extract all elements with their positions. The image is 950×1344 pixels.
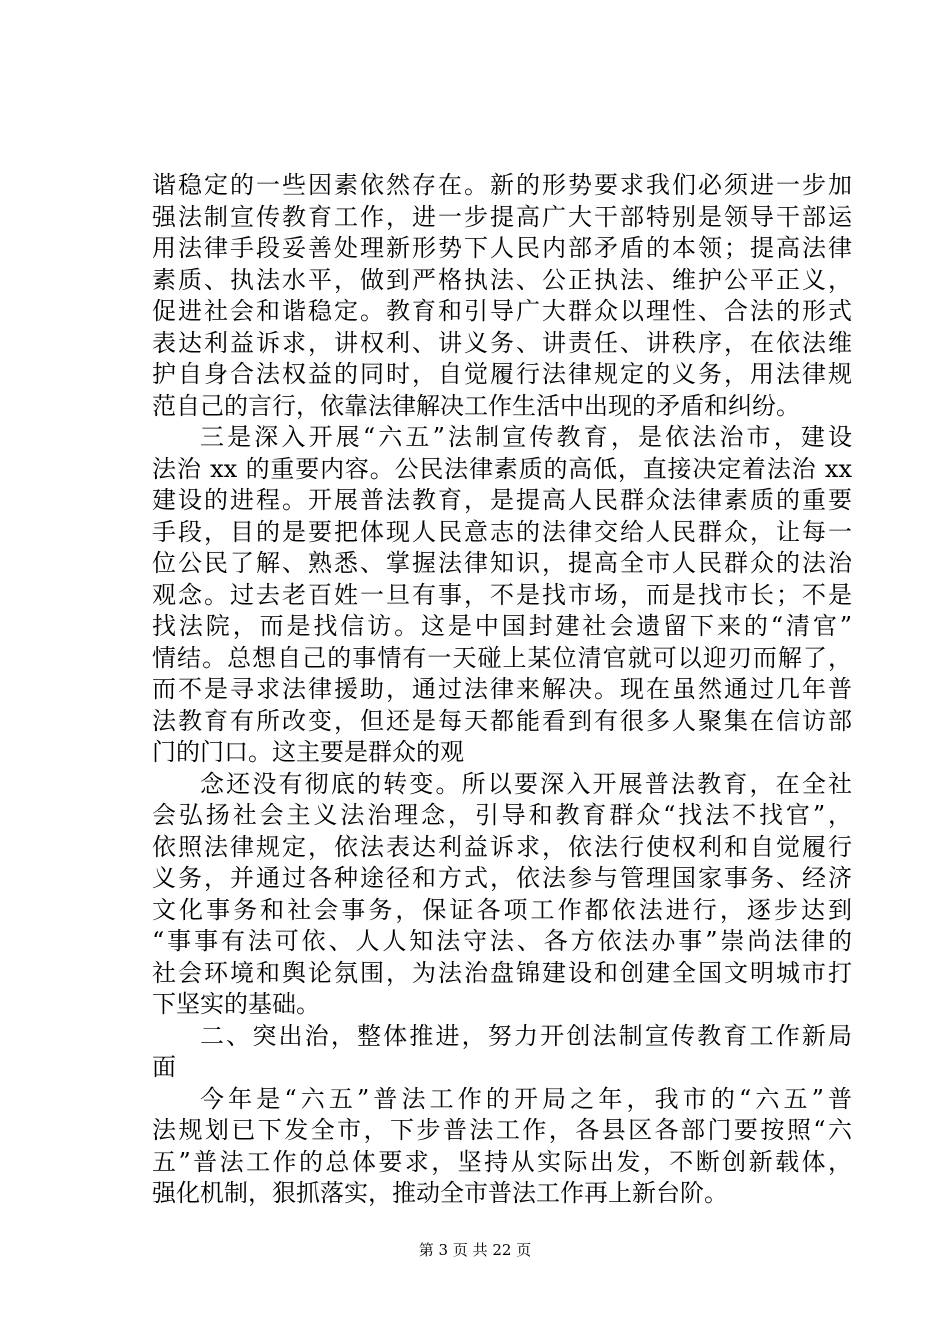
- text-line: 社会环境和舆论氛围，为法治盘锦建设和创建全国文明城市打: [152, 958, 852, 987]
- text-line: 今年是“六五”普法工作的开局之年，我市的“六五”普: [200, 1084, 852, 1113]
- text-line: 素质、执法水平，做到严格执法、公正执法、维护公平正义，: [152, 265, 852, 294]
- text-line: 下坚实的基础。: [152, 990, 320, 1018]
- text-line: 情结。总想自己的事情有一天碰上某位清官就可以迎刃而解了，: [152, 643, 852, 672]
- text-line: 强化机制，狠抓落实，推动全市普法工作再上新台阶。: [152, 1179, 728, 1207]
- text-line: “事事有法可依、人人知法守法、各方依法办事”崇尚法律的: [152, 927, 852, 955]
- text-line: 门的门口。这主要是群众的观: [152, 738, 464, 766]
- text-line: 法规划已下发全市，下步普法工作，各县区各部门要按照“六: [152, 1116, 852, 1144]
- text-line: 促进社会和谐稳定。教育和引导广大群众以理性、合法的形式: [152, 297, 852, 325]
- text-line: 而不是寻求法律援助，通过法律来解决。现在虽然通过几年普: [152, 675, 852, 703]
- text-line: 依照法律规定，依法表达利益诉求，依法行使权利和自觉履行: [152, 832, 852, 861]
- text-line: 五”普法工作的总体要求，坚持从实际出发，不断创新载体，: [152, 1147, 852, 1176]
- section-heading: 面: [152, 1053, 176, 1081]
- text-line: 观念。过去老百姓一旦有事，不是找市场，而是找市长；不是: [152, 580, 852, 609]
- document-body: [152, 170, 852, 1210]
- text-line: 强法制宣传教育工作，进一步提高广大干部特别是领导干部运: [152, 202, 852, 231]
- text-line: 护自身合法权益的同时，自觉履行法律规定的义务，用法律规: [152, 360, 852, 388]
- text-line: 找法院，而是找信访。这是中国封建社会遗留下来的“清官”: [152, 612, 852, 640]
- text-line: 会弘扬社会主义法治理念，引导和教育群众“找法不找官”，: [152, 801, 852, 829]
- text-line: 法教育有所改变，但还是每天都能看到有很多人聚集在信访部: [152, 706, 852, 735]
- text-line: 手段，目的是要把体现人民意志的法律交给人民群众，让每一: [152, 517, 852, 546]
- text-line: 位公民了解、熟悉、掌握法律知识，提高全市人民群众的法治: [152, 549, 852, 577]
- text-line: 文化事务和社会事务，保证各项工作都依法进行，逐步达到: [152, 895, 852, 924]
- text-line: 建设的进程。开展普法教育，是提高人民群众法律素质的重要: [152, 486, 852, 514]
- text-line: 表达利益诉求，讲权利、讲义务、讲责任、讲秩序，在依法维: [152, 328, 852, 357]
- text-line: 三是深入开展“六五”法制宣传教育，是依法治市，建设: [200, 423, 852, 451]
- text-line: 范自己的言行，依靠法律解决工作生活中出现的矛盾和纠纷。: [152, 391, 800, 420]
- text-line: 谐稳定的一些因素依然存在。新的形势要求我们必须进一步加: [152, 171, 852, 199]
- page-number: 第 3 页 共 22 页: [418, 1241, 532, 1259]
- text-line: 法治 xx 的重要内容。公民法律素质的高低，直接决定着法治 xx: [152, 454, 852, 483]
- text-line: 义务，并通过各种途径和方式，依法参与管理国家事务、经济: [152, 864, 852, 892]
- section-heading: 二、突出治，整体推进，努力开创法制宣传教育工作新局: [200, 1021, 852, 1050]
- text-line: 念还没有彻底的转变。所以要深入开展普法教育，在全社: [200, 769, 852, 798]
- text-line: 用法律手段妥善处理新形势下人民内部矛盾的本领；提高法律: [152, 234, 852, 262]
